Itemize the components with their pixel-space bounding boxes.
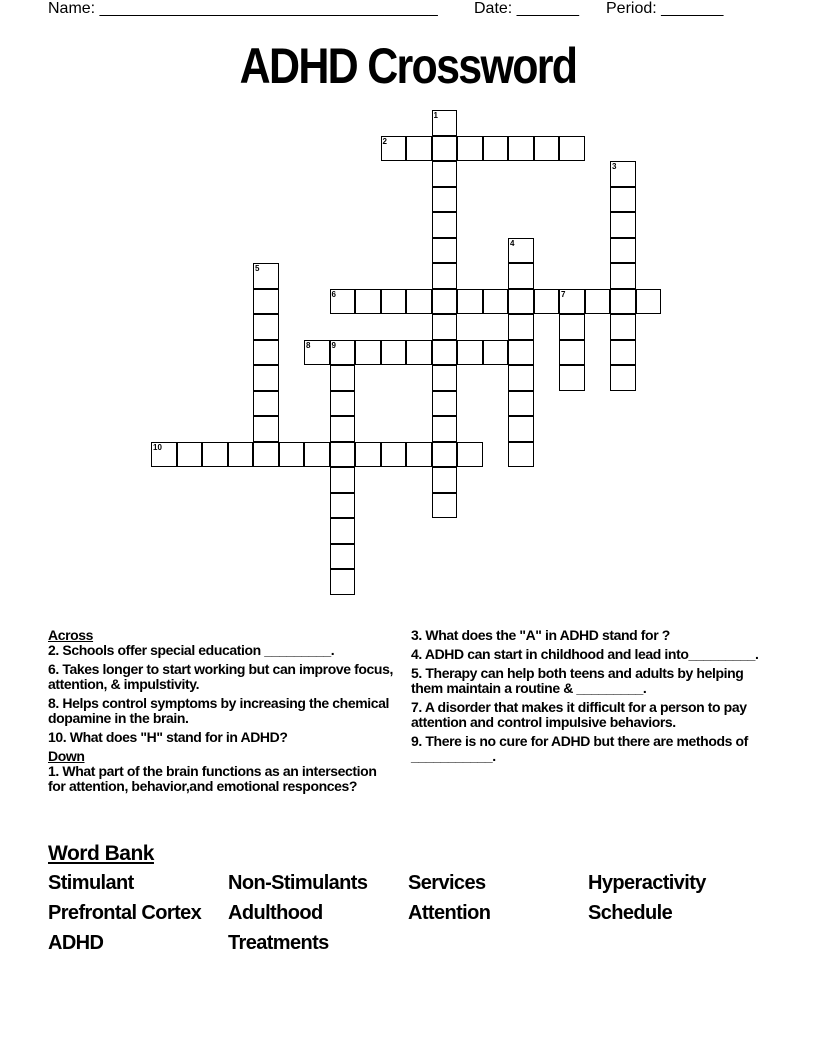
crossword-cell[interactable] <box>457 289 483 315</box>
crossword-cell[interactable] <box>483 340 509 366</box>
crossword-cell[interactable] <box>279 442 305 468</box>
word-bank-item: Stimulant <box>48 872 134 894</box>
word-bank-item: Adulthood <box>228 902 323 924</box>
clue-number: 6. <box>48 661 59 677</box>
crossword-cell[interactable] <box>330 544 356 570</box>
crossword-cell[interactable] <box>585 289 611 315</box>
crossword-cell[interactable] <box>406 442 432 468</box>
clue-number-label: 3 <box>612 162 617 171</box>
crossword-cell[interactable] <box>559 340 585 366</box>
word-bank-item: Treatments <box>228 932 329 954</box>
crossword-cell[interactable] <box>432 212 458 238</box>
crossword-cell[interactable] <box>483 136 509 162</box>
word-bank <box>48 872 768 955</box>
word-bank-item: ADHD <box>48 932 104 954</box>
crossword-cell[interactable] <box>432 416 458 442</box>
word-bank-item: Services <box>408 872 486 894</box>
clue-number-label: 2 <box>382 136 387 146</box>
crossword-cell[interactable] <box>253 289 279 315</box>
clue-text: Takes longer to start working but can improve focus, attention, & impulstivity. <box>48 661 393 692</box>
clue-text: Schools offer special education _________. <box>62 642 335 658</box>
crossword-cell[interactable] <box>432 136 458 162</box>
word-bank-item: Prefrontal Cortex <box>48 902 202 924</box>
crossword-cell[interactable] <box>559 365 585 391</box>
crossword-cell[interactable] <box>330 442 356 468</box>
crossword-cell[interactable] <box>381 289 407 315</box>
crossword-cell[interactable] <box>508 416 534 442</box>
clue-item <box>48 643 393 658</box>
crossword-cell[interactable] <box>534 136 560 162</box>
crossword-cell[interactable] <box>508 442 534 468</box>
clue-item <box>48 696 393 726</box>
crossword-cell[interactable] <box>610 314 636 340</box>
page-title: ADHD Crossword <box>239 38 577 94</box>
word-bank-item: Attention <box>408 902 491 924</box>
crossword-cell[interactable] <box>406 289 432 315</box>
crossword-cell[interactable] <box>483 289 509 315</box>
crossword-cell[interactable] <box>508 391 534 417</box>
crossword-cell[interactable] <box>355 289 381 315</box>
crossword-cell[interactable] <box>610 365 636 391</box>
clue-number-label: 8 <box>306 340 311 350</box>
crossword-cell[interactable] <box>253 365 279 391</box>
crossword-cell[interactable] <box>253 340 279 366</box>
crossword-cell[interactable] <box>406 136 432 162</box>
clue-number-label: 1 <box>433 111 438 120</box>
clue-number: 2. <box>48 642 59 658</box>
crossword-cell[interactable] <box>330 416 356 442</box>
crossword-cell[interactable] <box>228 442 254 468</box>
clue-number: 9. <box>411 733 422 749</box>
crossword-cell[interactable] <box>610 289 636 315</box>
clue-number: 3. <box>411 627 422 643</box>
crossword-cell[interactable] <box>508 365 534 391</box>
clue-number: 4. <box>411 646 422 662</box>
clue-item <box>48 764 393 794</box>
date-field-label: Date: _______ <box>474 0 579 17</box>
crossword-cell[interactable] <box>253 391 279 417</box>
crossword-cell[interactable] <box>330 391 356 417</box>
crossword-cell[interactable] <box>508 340 534 366</box>
crossword-cell[interactable] <box>432 263 458 289</box>
across-clue-list <box>48 643 393 745</box>
clue-item <box>411 647 761 662</box>
clue-number-label: 10 <box>153 442 162 452</box>
down-heading: Down <box>48 748 85 764</box>
down-clue-list-continued <box>411 628 761 764</box>
clue-number-label: 6 <box>331 289 336 299</box>
crossword-cell[interactable] <box>330 467 356 493</box>
word-bank-item: Schedule <box>588 902 673 924</box>
clue-number: 10. <box>48 729 67 745</box>
crossword-cell[interactable] <box>457 340 483 366</box>
crossword-cell[interactable] <box>559 136 585 162</box>
clue-number: 1. <box>48 763 59 779</box>
clue-number-label: 7 <box>561 289 566 299</box>
clue-text: Helps control symptoms by increasing the chemical dopamine in the brain. <box>48 695 390 726</box>
name-field-label: Name: ______________________________________ <box>48 0 438 17</box>
crossword-cell[interactable] <box>534 289 560 315</box>
clues-left-column <box>48 628 393 798</box>
crossword-cell[interactable] <box>253 416 279 442</box>
crossword-cell[interactable] <box>381 340 407 366</box>
period-field-label: Period: _______ <box>606 0 724 17</box>
crossword-cell[interactable] <box>432 467 458 493</box>
clue-number: 5. <box>411 665 422 681</box>
crossword-cell[interactable] <box>610 340 636 366</box>
crossword-cell[interactable] <box>432 442 458 468</box>
clue-item <box>48 730 393 745</box>
crossword-cell[interactable] <box>610 238 636 264</box>
clue-text: Therapy can help both teens and adults by helping them maintain a routine & _________. <box>411 665 744 696</box>
crossword-cell[interactable] <box>355 442 381 468</box>
clue-number-label: 5 <box>255 264 260 273</box>
clue-text: What part of the brain functions as an intersection for attention, behavior,and emotional responces? <box>48 763 377 794</box>
crossword-cell[interactable] <box>610 187 636 213</box>
down-clue-list <box>48 764 393 794</box>
crossword-cell[interactable] <box>432 187 458 213</box>
clue-item <box>411 666 761 696</box>
clue-text: There is no cure for ADHD but there are methods of ___________. <box>411 733 748 764</box>
clue-text: ADHD can start in childhood and lead into_________. <box>424 646 759 662</box>
crossword-cell[interactable] <box>432 238 458 264</box>
crossword-cell[interactable] <box>381 442 407 468</box>
crossword-cell[interactable] <box>330 365 356 391</box>
crossword-cell[interactable] <box>508 314 534 340</box>
crossword-cell[interactable] <box>330 493 356 519</box>
crossword-cell[interactable] <box>330 518 356 544</box>
crossword-cell[interactable] <box>457 442 483 468</box>
clue-number-label: 9 <box>331 340 336 350</box>
crossword-cell[interactable] <box>432 289 458 315</box>
crossword-cell[interactable] <box>636 289 662 315</box>
crossword-cell[interactable] <box>177 442 203 468</box>
word-bank-item: Non-Stimulants <box>228 872 368 894</box>
crossword-cell[interactable] <box>432 365 458 391</box>
crossword-cell[interactable] <box>610 263 636 289</box>
clue-item <box>411 734 761 764</box>
clue-number: 7. <box>411 699 422 715</box>
clue-number-label: 4 <box>510 238 515 248</box>
clue-text: A disorder that makes it difficult for a person to pay attention and control impulsive behaviors. <box>411 699 747 730</box>
crossword-cell[interactable] <box>202 442 228 468</box>
crossword-cell[interactable] <box>253 314 279 340</box>
word-bank-heading: Word Bank <box>48 842 154 865</box>
crossword-cell[interactable] <box>304 442 330 468</box>
crossword-cell[interactable] <box>508 136 534 162</box>
across-heading: Across <box>48 627 94 643</box>
word-bank-item: Hyperactivity <box>588 872 706 894</box>
clue-text: What does "H" stand for in ADHD? <box>69 729 288 745</box>
crossword-cell[interactable] <box>330 569 356 595</box>
crossword-cell[interactable] <box>355 340 381 366</box>
clue-number: 8. <box>48 695 59 711</box>
crossword-cell[interactable] <box>253 442 279 468</box>
clue-text: What does the "A" in ADHD stand for ? <box>425 627 670 643</box>
crossword-cell[interactable] <box>432 340 458 366</box>
crossword-cell[interactable] <box>432 391 458 417</box>
crossword-cell[interactable] <box>457 136 483 162</box>
crossword-cell[interactable] <box>559 314 585 340</box>
clue-item <box>411 628 761 643</box>
crossword-cell[interactable] <box>406 340 432 366</box>
crossword-cell[interactable] <box>508 263 534 289</box>
clue-item <box>411 700 761 730</box>
clues-right-column <box>411 628 761 768</box>
clue-item <box>48 662 393 692</box>
crossword-cell[interactable] <box>432 161 458 187</box>
crossword-cell[interactable] <box>508 289 534 315</box>
crossword-cell[interactable] <box>432 314 458 340</box>
crossword-cell[interactable] <box>610 212 636 238</box>
crossword-cell[interactable] <box>432 493 458 519</box>
